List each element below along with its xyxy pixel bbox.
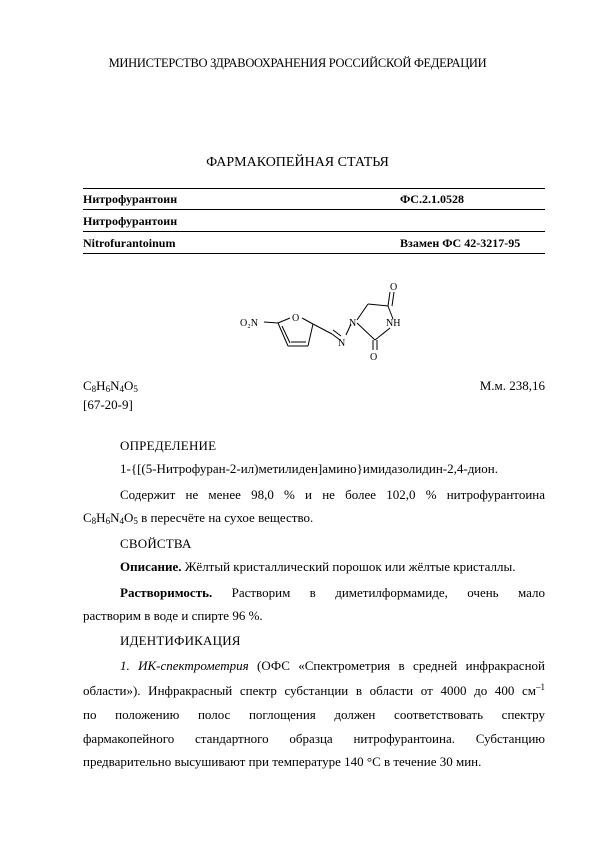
- cas-number: [67-20-9]: [83, 397, 133, 412]
- document-type-title: ФАРМАКОПЕЙНАЯ СТАТЬЯ: [206, 155, 389, 170]
- atom-label-nh: NH: [386, 318, 401, 329]
- ministry-title: МИНИСТЕРСТВО ЗДРАВООХРАНЕНИЯ РОССИЙСКОЙ ФЕДЕРАЦИИ: [108, 56, 487, 70]
- section-identification-title: ИДЕНТИФИКАЦИЯ: [120, 633, 241, 648]
- monograph-code: ФС.2.1.0528: [400, 192, 464, 206]
- header-divider-bottom: [83, 253, 545, 254]
- ir-line-4: фармакопейного стандартного образца нитрофурантоина. Субстанцию: [83, 731, 545, 746]
- solubility-line-1: Растворимость. Растворим в диметилформамиде, очень мало: [120, 585, 545, 600]
- ir-line-1: 1. ИК-спектрометрия (ОФС «Спектрометрия в средней инфракрасной: [120, 658, 545, 673]
- monograph-name-latin: Nitrofurantoinum: [83, 236, 176, 250]
- ir-line-3: по положению полос поглощения должен соответствовать спектру: [83, 707, 545, 722]
- atom-label-o-bottom: O: [370, 352, 378, 363]
- section-properties-title: СВОЙСТВА: [120, 536, 192, 551]
- header-divider-2: [83, 231, 545, 232]
- ir-line-5: предварительно высушивают при температуре 140 °С в течение 30 мин.: [83, 754, 482, 769]
- header-divider-top: [83, 188, 545, 189]
- monograph-replaces: Взамен ФС 42-3217-95: [400, 236, 521, 250]
- atom-label-o-furan: O: [292, 313, 300, 324]
- content-line-2: $C_8H_6N_4O_5$ в пересчёте на сухое вещество.: [83, 510, 314, 526]
- ir-line-2: области»). Инфракрасный спектр субстанции в области от 4000 до 400 $см^{-1}$: [83, 682, 545, 698]
- molecular-formula: $C_8H_6N_4O_5$: [83, 378, 138, 394]
- atom-label-o-top: O: [390, 282, 398, 293]
- atom-label-n-imine: N: [338, 338, 346, 349]
- description-line: Описание. Жёлтый кристаллический порошок или жёлтые кристаллы.: [120, 559, 516, 574]
- header-divider-1: [83, 209, 545, 210]
- atom-label-n-ring: N: [349, 318, 357, 329]
- solubility-line-2: растворим в воде и спирте 96 %.: [83, 608, 263, 623]
- structural-formula: [230, 278, 410, 368]
- content-line-1: Содержит не менее 98,0 % и не более 102,0 % нитрофурантоина: [120, 487, 545, 502]
- section-definition-title: ОПРЕДЕЛЕНИЕ: [120, 438, 217, 453]
- molecular-mass: М.м. 238,16: [479, 378, 545, 393]
- monograph-name-ru: Нитрофурантоин: [83, 192, 178, 206]
- iupac-name: 1-{[(5-Нитрофуран-2-ил)метилиден]амино}имидазолидин-2,4-дион.: [120, 461, 498, 476]
- monograph-name-ru-2: Нитрофурантоин: [83, 214, 178, 228]
- atom-label-no2: O₂N: [240, 318, 258, 329]
